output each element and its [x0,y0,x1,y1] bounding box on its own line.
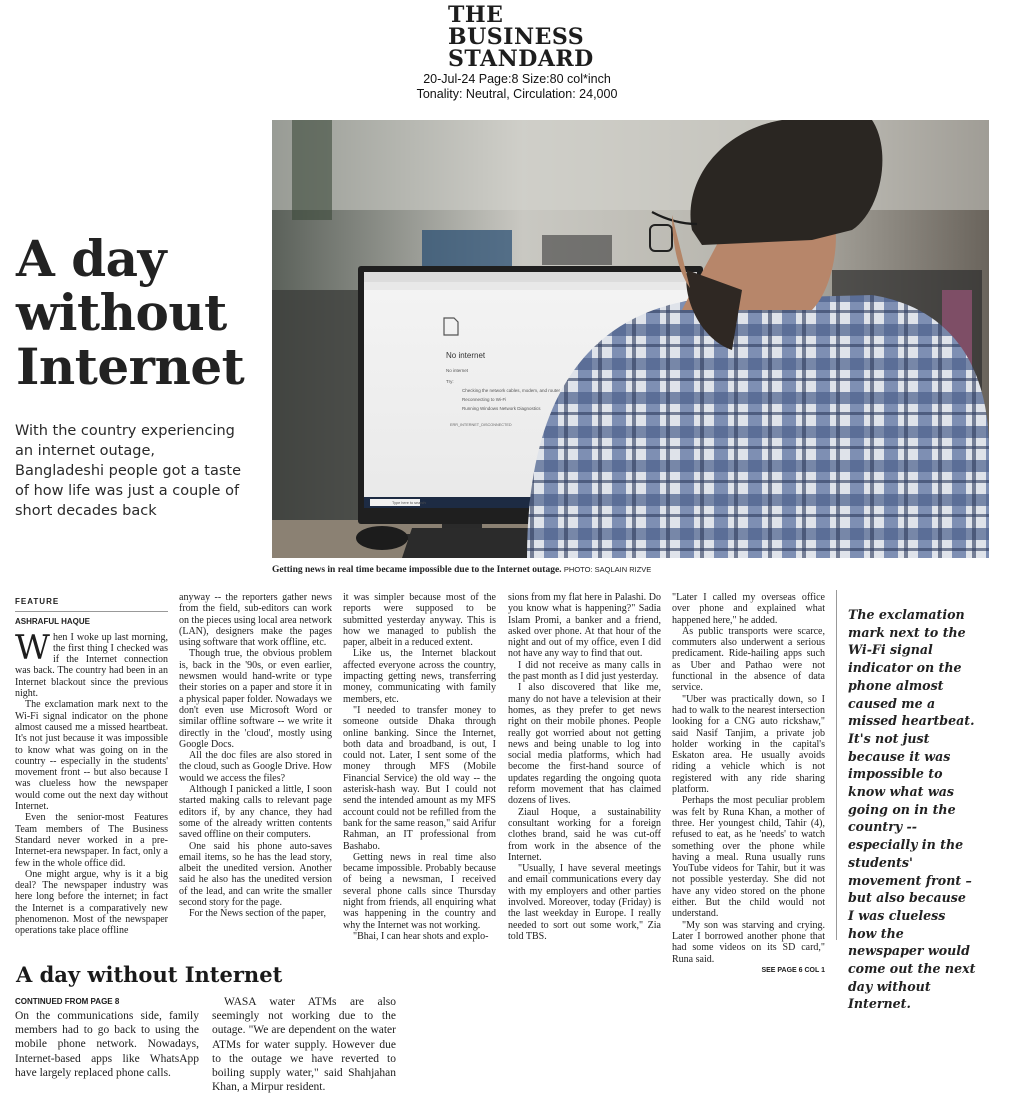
byline: ASHRAFUL HAQUE [15,617,90,627]
screen-item: Reconnecting to Wi-Fi [462,397,507,402]
continuation-headline: A day without Internet [16,962,283,987]
body-column-1: FEATURE ASHRAFUL HAQUE When I woke up last morning, the first thing I checked was if the Internet connection was back. The country had been in an Internet blackout since the previous night. The exclamation mark next to the Wi-Fi signal indicator on the phone almost caused me a missed heartbeat. It's not just because it was impossible to know what was going on in the country -- especially in the students' movement front -- but also because I was clueless how the newspaper would come out the next day without Internet. Even the senior-most Features Team members of The Business Standard never worked in a pre-Internet-era newspaper. In fact, only a few in the whole office did. One might argue, why is it a big deal? The newspaper industry was here long before the internet; in fact the Internet is a comparatively new phenomenon. Most of the newspaper operations take place offline [15,597,168,937]
section-kicker: FEATURE [15,596,168,612]
photo-illustration [272,120,989,558]
screen-try: Try: [446,379,454,384]
continued-label: CONTINUED FROM PAGE 8 [15,997,120,1006]
continuation-column-2: WASA water ATMs are also seemingly not working due to the outage. "We are dependent on the water ATMs for water supply. However due to the outage we have reverted to boiling supply water," said Shahjahan Khan, a Mirpur resident. [212,996,396,1094]
column-divider [836,590,837,940]
body-column-5: "Later I called my overseas office over phone and explained what happened here," he added. As public transports were scarce, commuters also underwent a serious predicament. Ride-hailing apps such as Uber and Pathao were not functional in the absence of data service. "Uber was practically down, so I had to walk to the nearest intersection looking for a CNG auto rickshaw," said Nasif Tanjim, a private job holder working in the capital's Eskaton area. He usually avoids riding a vehicle which is not registered with any ride sharing platform. Perhaps the most peculiar problem was felt by Runa Khan, a mother of three. Her youngest child, Tahir (4), refused to eat, as he 'needs' to watch something over the phone while having a meal. Runa usually runs YouTube videos for Tahir, but it was not possible yesterday. She did not have any video stored on the phone either. But the child would not understand. "My son was starving and crying. Later I borrowed another phone that had some videos on its SD card," Runa said. SEE PAGE 6 COL 1 [672,592,825,976]
screen-sub: No internet [446,368,469,373]
continuation-column-1: On the communications side, family members had to go back to using the mobile phone network. Nowadays, Internet-based apps like WhatsApp have largely replaced phone calls. [15,1010,199,1079]
pull-quote: The exclamation mark next to the Wi-Fi signal indicator on the phone almost caused me a missed heartbeat. It's not just because it was impossible to know what was going on in the country -- especially in the students' movement front – but also because I was clueless how the newspaper would come out the next day without Internet. [848,607,976,1012]
clipping-meta-tonality: Tonality: Neutral, Circulation: 24,000 [416,87,618,101]
masthead [412,4,622,102]
article-standfirst: With the country experiencing an internet outage, Bangladeshi people got a taste of how life was just a couple of short decades back [15,423,242,519]
photo-credit: PHOTO: SAQLAIN RIZVE [563,565,652,574]
screen-item: Checking the network cables, modem, and router [462,388,561,393]
photo-caption: Getting news in real time became impossible due to the Internet outage. PHOTO: SAQLAIN RIZVE [272,565,652,575]
body-column-2: anyway -- the reporters gather news from the field, sub-editors can work on the pieces using local area network (LAN), designers make the pages using software that work offline, etc. Though true, the obvious problem is, back in the '90s, or even earlier, newsmen would hand-write or type their stories on a paper and store it in a physical paper folder. Nowadays we don't even use Microsoft Word or similar offline software -- we write it directly in the 'cloud', mostly using Google Docs. All the doc files are also stored in the cloud, such as Google Drive. How would we access the files? Although I panicked a little, I soon started making calls to relevant page editors if, by any chance, they had some of the already written contents saved offline on their computers. One said his phone auto-saves email items, so he has the lead story, albeit the unedited version. Another said he also has the unedited version of the lead, and can write the smaller second story for the page. For the News section of the paper, [179,592,332,920]
see-page-jump: SEE PAGE 6 COL 1 [761,966,825,974]
article-photo [272,120,989,558]
taskbar-search: Type here to search [392,501,426,505]
article-headline: A day without Internet [16,229,245,396]
screen-title: No internet [446,351,486,360]
dropcap: W [15,627,50,668]
screen-error: ERR_INTERNET_DISCONNECTED [450,423,512,427]
body-column-4: sions from my flat here in Palashi. Do you know what is happening?" Sadia Islam Promi, a banker and a friend, asked over phone. At that hour of the night and out of my office, even I did not have any way to find that out. I did not receive as many calls in the past month as I did just yesterday. I also discovered that like me, many do not have a television at their homes, as they prefer to get news right on their mobile phones. People really got worried about not getting news and being unable to log into social media platforms, which had become the first-hand source of updates regarding the ongoing quota reform movement that has claimed dozens of lives. Ziaul Hoque, a sustainability consultant working for a foreign clothes brand, said he was cut-off from work in the absence of the Internet. "Usually, I have several meetings and email communications every day with my employers and other parties involved. Moreover, today (Friday) is the last weekday in Europe. I really needed to sort out some work," Zia told TBS. [508,592,661,942]
body-column-3: it was simpler because most of the reports were supposed to be submitted yesterday anyway. This is how we managed to publish the paper, albeit in a reduced extent. Like us, the Internet blackout affected everyone across the country, impacting getting news, transferring money, communicating with family members, etc. "I needed to transfer money to someone outside Dhaka through online banking. Since the Internet, both data and broadband, is out, I could not. Later, I sent some of the money through MFS (Mobile Financial Service) the old way -- the asterisk-hash way. But I could not send the intended amount as my MFS account could not be refilled from the bank for the same reason," said Arifur Rahman, an IT professional from Bashabo. Getting news in real time also became impossible. Probably because of being a newsman, I received several phone calls since Thursday night from friends, all enquiring what was happening in the country and why the Internet was not working. "Bhai, I can hear shots and explo- [343,592,496,942]
screen-item: Running Windows Network Diagnostics [462,406,541,411]
clipping-meta-date-page: 20-Jul-24 Page:8 Size:80 col*inch [423,72,611,86]
newspaper-logo: THE BUSINESS STANDARD [448,2,594,72]
